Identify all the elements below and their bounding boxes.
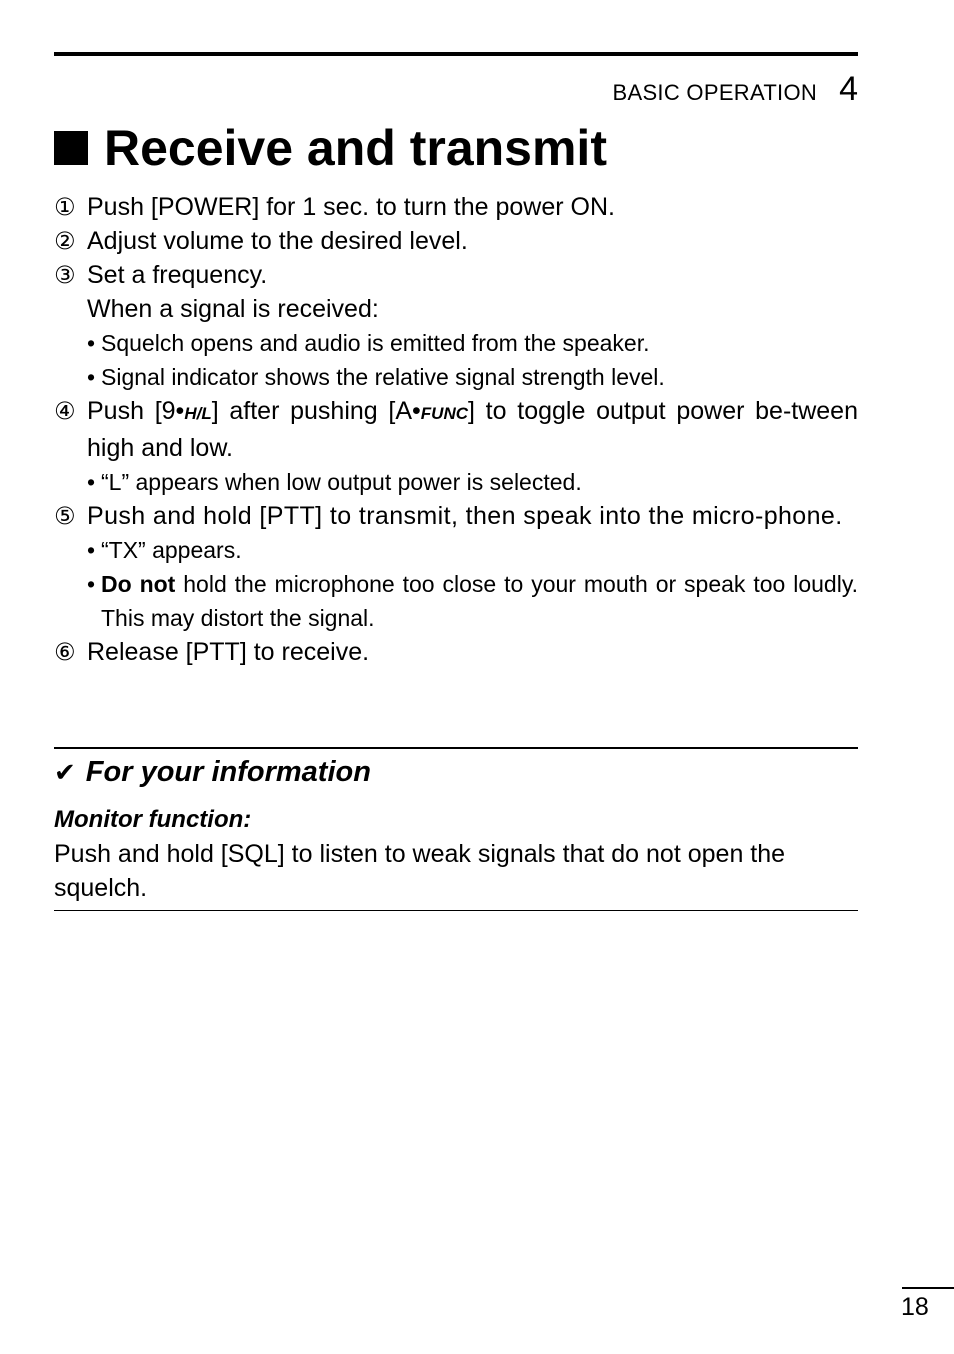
filled-square-icon (54, 131, 88, 165)
step-text-part: ] after pushing [A• (211, 397, 421, 425)
list-item (54, 326, 858, 360)
bullet-text: hold the microphone too close to your mouth or speak too loudly. This may distort the signal. (101, 571, 859, 631)
running-header (613, 70, 859, 109)
step-number: ① (54, 193, 76, 221)
top-rule (54, 52, 858, 56)
info-box-title-text: For your information (85, 756, 371, 788)
info-box-bottom-rule (54, 910, 858, 911)
step-number: ⑤ (54, 502, 76, 530)
bullet-bold-text: Do not (101, 571, 176, 597)
step-text-part: ] to toggle output power be-tween high and low. (87, 397, 858, 462)
step-text-part: Push [9• (87, 397, 185, 425)
bullet-dot: • (87, 571, 96, 597)
bullet-dot: • (87, 469, 96, 495)
step-4 (54, 394, 858, 465)
bullet-dot: • (87, 537, 96, 563)
info-box-subtitle: Monitor function: (54, 806, 252, 833)
info-box-top-rule (54, 747, 858, 749)
step-text: Set a frequency. (87, 261, 268, 289)
chapter-number: 4 (839, 70, 858, 108)
list-item (54, 567, 858, 635)
key-label-func: FUNC (420, 404, 469, 423)
info-box-body: Push and hold [SQL] to listen to weak signals that do not open the squelch. (54, 840, 786, 902)
step-text: Release [PTT] to receive. (87, 638, 370, 666)
bullet-text: Squelch opens and audio is emitted from the speaker. (101, 330, 650, 356)
step-number: ⑥ (54, 638, 76, 666)
step-number: ② (54, 227, 76, 255)
step-number: ④ (54, 397, 76, 425)
page-number: 18 (901, 1293, 929, 1321)
page-title (54, 118, 607, 178)
section-label: BASIC OPERATION (612, 80, 818, 105)
key-label-hl: H/L (184, 404, 212, 423)
bullet-text: Signal indicator shows the relative signal strength level. (101, 364, 665, 390)
bullet-text: “L” appears when low output power is selected. (101, 469, 582, 495)
step-6 (54, 635, 858, 669)
step-text: Adjust volume to the desired level. (87, 227, 468, 255)
step-text: Push and hold [PTT] to transmit, then speak into the micro-phone. (87, 502, 843, 530)
page-number-rule (902, 1287, 954, 1289)
steps-list (54, 190, 858, 669)
check-mark-icon: ✔ (54, 757, 76, 788)
info-box-title (54, 756, 371, 789)
step-3 (54, 258, 858, 292)
step-5 (54, 499, 858, 533)
list-item (54, 360, 858, 394)
step-number: ③ (54, 261, 76, 289)
page-title-text: Receive and transmit (104, 120, 607, 176)
bullet-dot: • (87, 330, 96, 356)
step-text: Push [POWER] for 1 sec. to turn the power ON. (87, 193, 615, 221)
step-2 (54, 224, 858, 258)
step-1 (54, 190, 858, 224)
bullet-text: “TX” appears. (101, 537, 242, 563)
list-item (54, 465, 858, 499)
bullet-dot: • (87, 364, 96, 390)
list-item (54, 533, 858, 567)
step-3-subline: When a signal is received: (87, 295, 379, 323)
